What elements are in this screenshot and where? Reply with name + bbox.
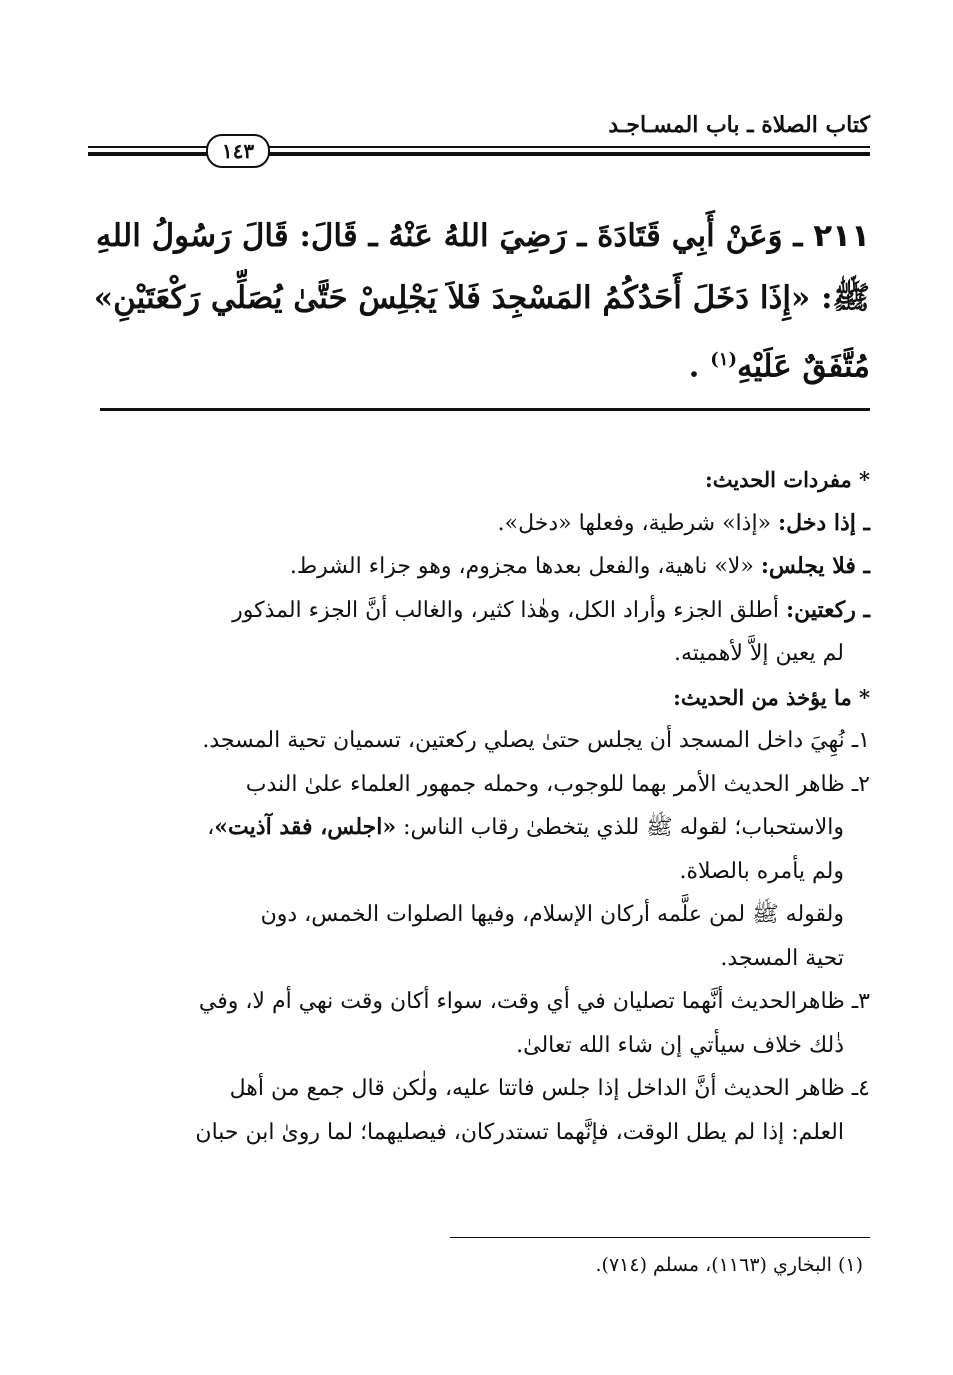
hadith-text bbox=[92, 205, 870, 397]
lesson-4: ٤ـ ظاهر الحديث أنَّ الداخل إذا جلس فاتتا عليه، ولٰكن قال جمع من أهل bbox=[229, 1076, 870, 1101]
page-header bbox=[88, 110, 870, 163]
vocab-text: أطلق الجزء وأراد الكل، وهٰذا كثير، والغالب أنَّ الجزء المذكور bbox=[232, 597, 787, 623]
running-title: كتاب الصلاة ـ باب المسـاجـد bbox=[608, 112, 870, 138]
page-number: ١٤٣ bbox=[206, 134, 270, 168]
hadith-line-2: ﷺ: «إِذَا دَخَلَ أَحَدُكُمُ المَسْجِدَ فَلاَ يَجْلِسْ حَتَّىٰ يُصَلِّي رَكْعَتَيْنِ» bbox=[93, 280, 870, 316]
footnote-text: البخاري (١١٦٣)، مسلم (٧١٤). bbox=[595, 1254, 832, 1276]
lesson-2: ٢ـ ظاهر الحديث الأمر بهما للوجوب، وحمله جمهور العلماء علىٰ الندب bbox=[245, 771, 870, 797]
lesson-2-continued: ولقوله ﷺ لمن علَّمه أركان الإسلام، وفيها الصلوات الخمس، دون bbox=[260, 902, 844, 927]
lesson-4-continued: العلم: إذا لم يطل الوقت، فإنَّهما تستدركان، فيصليهما؛ لما روىٰ ابن حبان bbox=[195, 1119, 844, 1145]
lesson-2-punct: ، bbox=[207, 815, 215, 840]
lesson-2-continued: ولم يأمره بالصلاة. bbox=[679, 858, 844, 884]
hadith-end: . bbox=[688, 348, 700, 385]
lesson-2-continued: تحية المسجد. bbox=[720, 945, 844, 971]
lesson-2-quote: «اجلس، فقد آذيت» bbox=[214, 814, 397, 840]
hadith-line-3 bbox=[92, 329, 870, 397]
vocab-item bbox=[90, 502, 870, 546]
vocabulary-heading: * مفردات الحديث: bbox=[704, 467, 870, 492]
vocab-term: ـ ركعتين: bbox=[786, 596, 870, 623]
footnote-ref: (١) bbox=[710, 349, 737, 370]
lesson-2-continued bbox=[90, 806, 870, 850]
lessons-heading: * ما يؤخذ من الحديث: bbox=[673, 684, 870, 710]
vocab-term: ـ فلا يجلس: bbox=[760, 553, 870, 579]
footnote-number: (١) bbox=[837, 1254, 863, 1276]
vocab-item-continued: لم يعين إلاَّ لأهميته. bbox=[673, 641, 844, 666]
hadith-source: مُتَّفَقٌ عَلَيْهِ bbox=[736, 348, 870, 385]
vocab-item bbox=[90, 545, 870, 589]
lesson-3: ٣ـ ظاهرالحديث أنَّهما تصليان في أي وقت، سواء أكان وقت نهي أم لا، وفي bbox=[198, 989, 870, 1014]
hadith-line-1-text: ـ وَعَنْ أَبِي قَتَادَةَ ـ رَضِيَ اللهُ عَنْهُ ـ قَالَ: قَالَ رَسُولُ اللهِ bbox=[95, 218, 803, 254]
lesson-3-continued: ذٰلك خلاف سيأتي إن شاء الله تعالىٰ. bbox=[516, 1032, 844, 1058]
section-divider bbox=[100, 408, 870, 411]
vocab-text: «لا» ناهية، والفعل بعدها مجزوم، وهو جزاء الشرط. bbox=[289, 554, 761, 579]
footnote-rule bbox=[450, 1237, 870, 1238]
commentary bbox=[90, 458, 870, 1154]
hadith-number: ٢١١ bbox=[813, 218, 870, 254]
hadith-line-1 bbox=[92, 205, 870, 267]
vocab-item bbox=[90, 589, 870, 633]
footnote bbox=[596, 1254, 863, 1276]
lesson-1: ١ـ نُهِيَ داخل المسجد أن يجلس حتىٰ يصلي ركعتين، تسميان تحية المسجد. bbox=[202, 728, 870, 753]
lesson-2-text: والاستحباب؛ لقوله ﷺ للذي يتخطىٰ رقاب الناس: bbox=[396, 815, 844, 840]
vocab-text: «إذا» شرطية، وفعلها «دخل». bbox=[497, 510, 779, 536]
vocab-term: ـ إذا دخل: bbox=[778, 509, 870, 536]
